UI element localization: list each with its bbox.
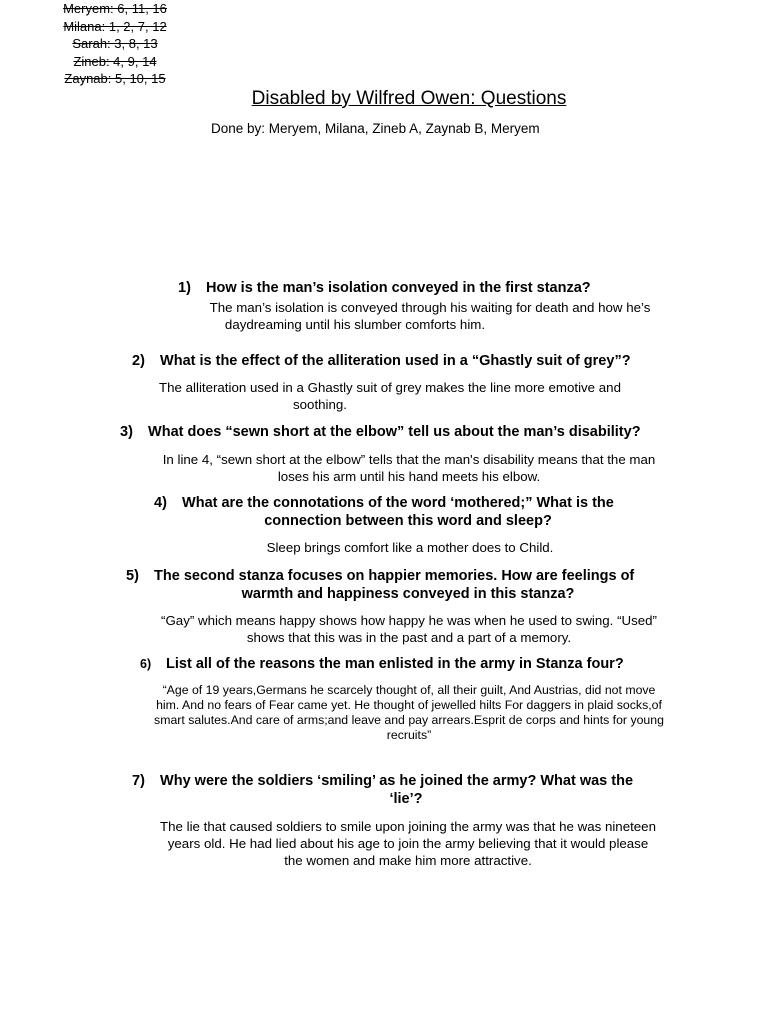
assignment-item: Sarah: 3, 8, 13 (72, 36, 158, 52)
question-2 (132, 352, 631, 370)
question-7 (132, 772, 633, 790)
answer-line: the women and make him more attractive. (284, 853, 532, 868)
answer-line: “Gay” which means happy shows how happy he was when he used to swing. “Used” (161, 613, 657, 628)
question-text: The second stanza focuses on happier memories. How are feelings of (154, 568, 635, 584)
question-4-continuation: connection between this word and sleep? (264, 513, 552, 529)
question-4 (154, 494, 614, 512)
answer-line: soothing. (293, 397, 347, 412)
answer-line: loses his arm until his hand meets his elbow. (277, 469, 541, 484)
answer-line: In line 4, “sewn short at the elbow” tells that the man's disability means that the man (162, 452, 656, 467)
answer-line: smart salutes.And care of arms;and leave and pay arrears.Esprit de corps and hints for young (154, 713, 664, 727)
answer-line: Sleep brings comfort like a mother does to Child. (266, 540, 554, 555)
answer-3 (128, 451, 690, 485)
answer-line: The man’s isolation is conveyed through his waiting for death and how he’s (209, 300, 651, 315)
question-6 (140, 655, 624, 673)
answer-line: him. And no fears of Fear came yet. He thought of jewelled hilts For daggers in plaid socks,of (156, 698, 662, 712)
question-5-continuation: warmth and happiness conveyed in this stanza? (241, 586, 575, 602)
question-text: How is the man’s isolation conveyed in the first stanza? (206, 280, 591, 296)
question-text: What are the connotations of the word ‘mothered;” What is the (182, 495, 614, 511)
question-number: 2) (132, 353, 145, 369)
question-text: List all of the reasons the man enlisted in the army in Stanza four? (166, 656, 624, 672)
question-number: 4) (154, 495, 167, 511)
document-title: Disabled by Wilfred Owen: Questions (251, 88, 567, 109)
question-number: 6) (140, 657, 152, 671)
question-number: 7) (132, 773, 145, 789)
answer-line: years old. He had lied about his age to join the army believing that it would please (167, 836, 649, 851)
question-text: What does “sewn short at the elbow” tell us about the man’s disability? (148, 424, 641, 440)
answer-1 (150, 299, 710, 333)
answer-line: The alliteration used in a Ghastly suit of grey makes the line more emotive and (159, 380, 621, 395)
assignment-item: Meryem: 6, 11, 16 (63, 1, 167, 16)
question-number: 3) (120, 424, 133, 440)
question-1 (178, 279, 591, 297)
answer-5 (128, 612, 690, 646)
question-7-continuation: ‘lie’? (389, 791, 423, 807)
answer-line: The lie that caused soldiers to smile upon joining the army was that he was nineteen (160, 819, 656, 834)
question-5 (126, 567, 634, 585)
question-text: What is the effect of the alliteration used in a “Ghastly suit of grey”? (160, 353, 631, 369)
answer-4 (180, 539, 640, 556)
assignment-item: Zineb: 4, 9, 14 (73, 53, 157, 69)
question-number: 5) (126, 568, 139, 584)
answer-line: “Age of 19 years,Germans he scarcely thought of, all their guilt, And Austrias, did not move (162, 683, 656, 697)
answer-line: recruits” (386, 728, 432, 742)
question-text: Why were the soldiers ‘smiling’ as he joined the army? What was the (160, 773, 634, 789)
answer-line: daydreaming until his slumber comforts him. (224, 317, 486, 332)
assignment-item: Zaynab: 5, 10, 15 (64, 71, 166, 87)
answer-6 (128, 683, 690, 743)
answer-7 (118, 818, 698, 869)
assignment-list (0, 0, 230, 88)
answer-line: shows that this was in the past and a part of a memory. (246, 630, 572, 645)
question-3 (120, 423, 641, 441)
answer-2 (110, 379, 670, 413)
question-number: 1) (178, 280, 191, 296)
authors-line: Done by: Meryem, Milana, Zineb A, Zaynab B, Meryem (211, 121, 540, 136)
assignment-item: Milana: 1, 2, 7, 12 (63, 18, 167, 34)
